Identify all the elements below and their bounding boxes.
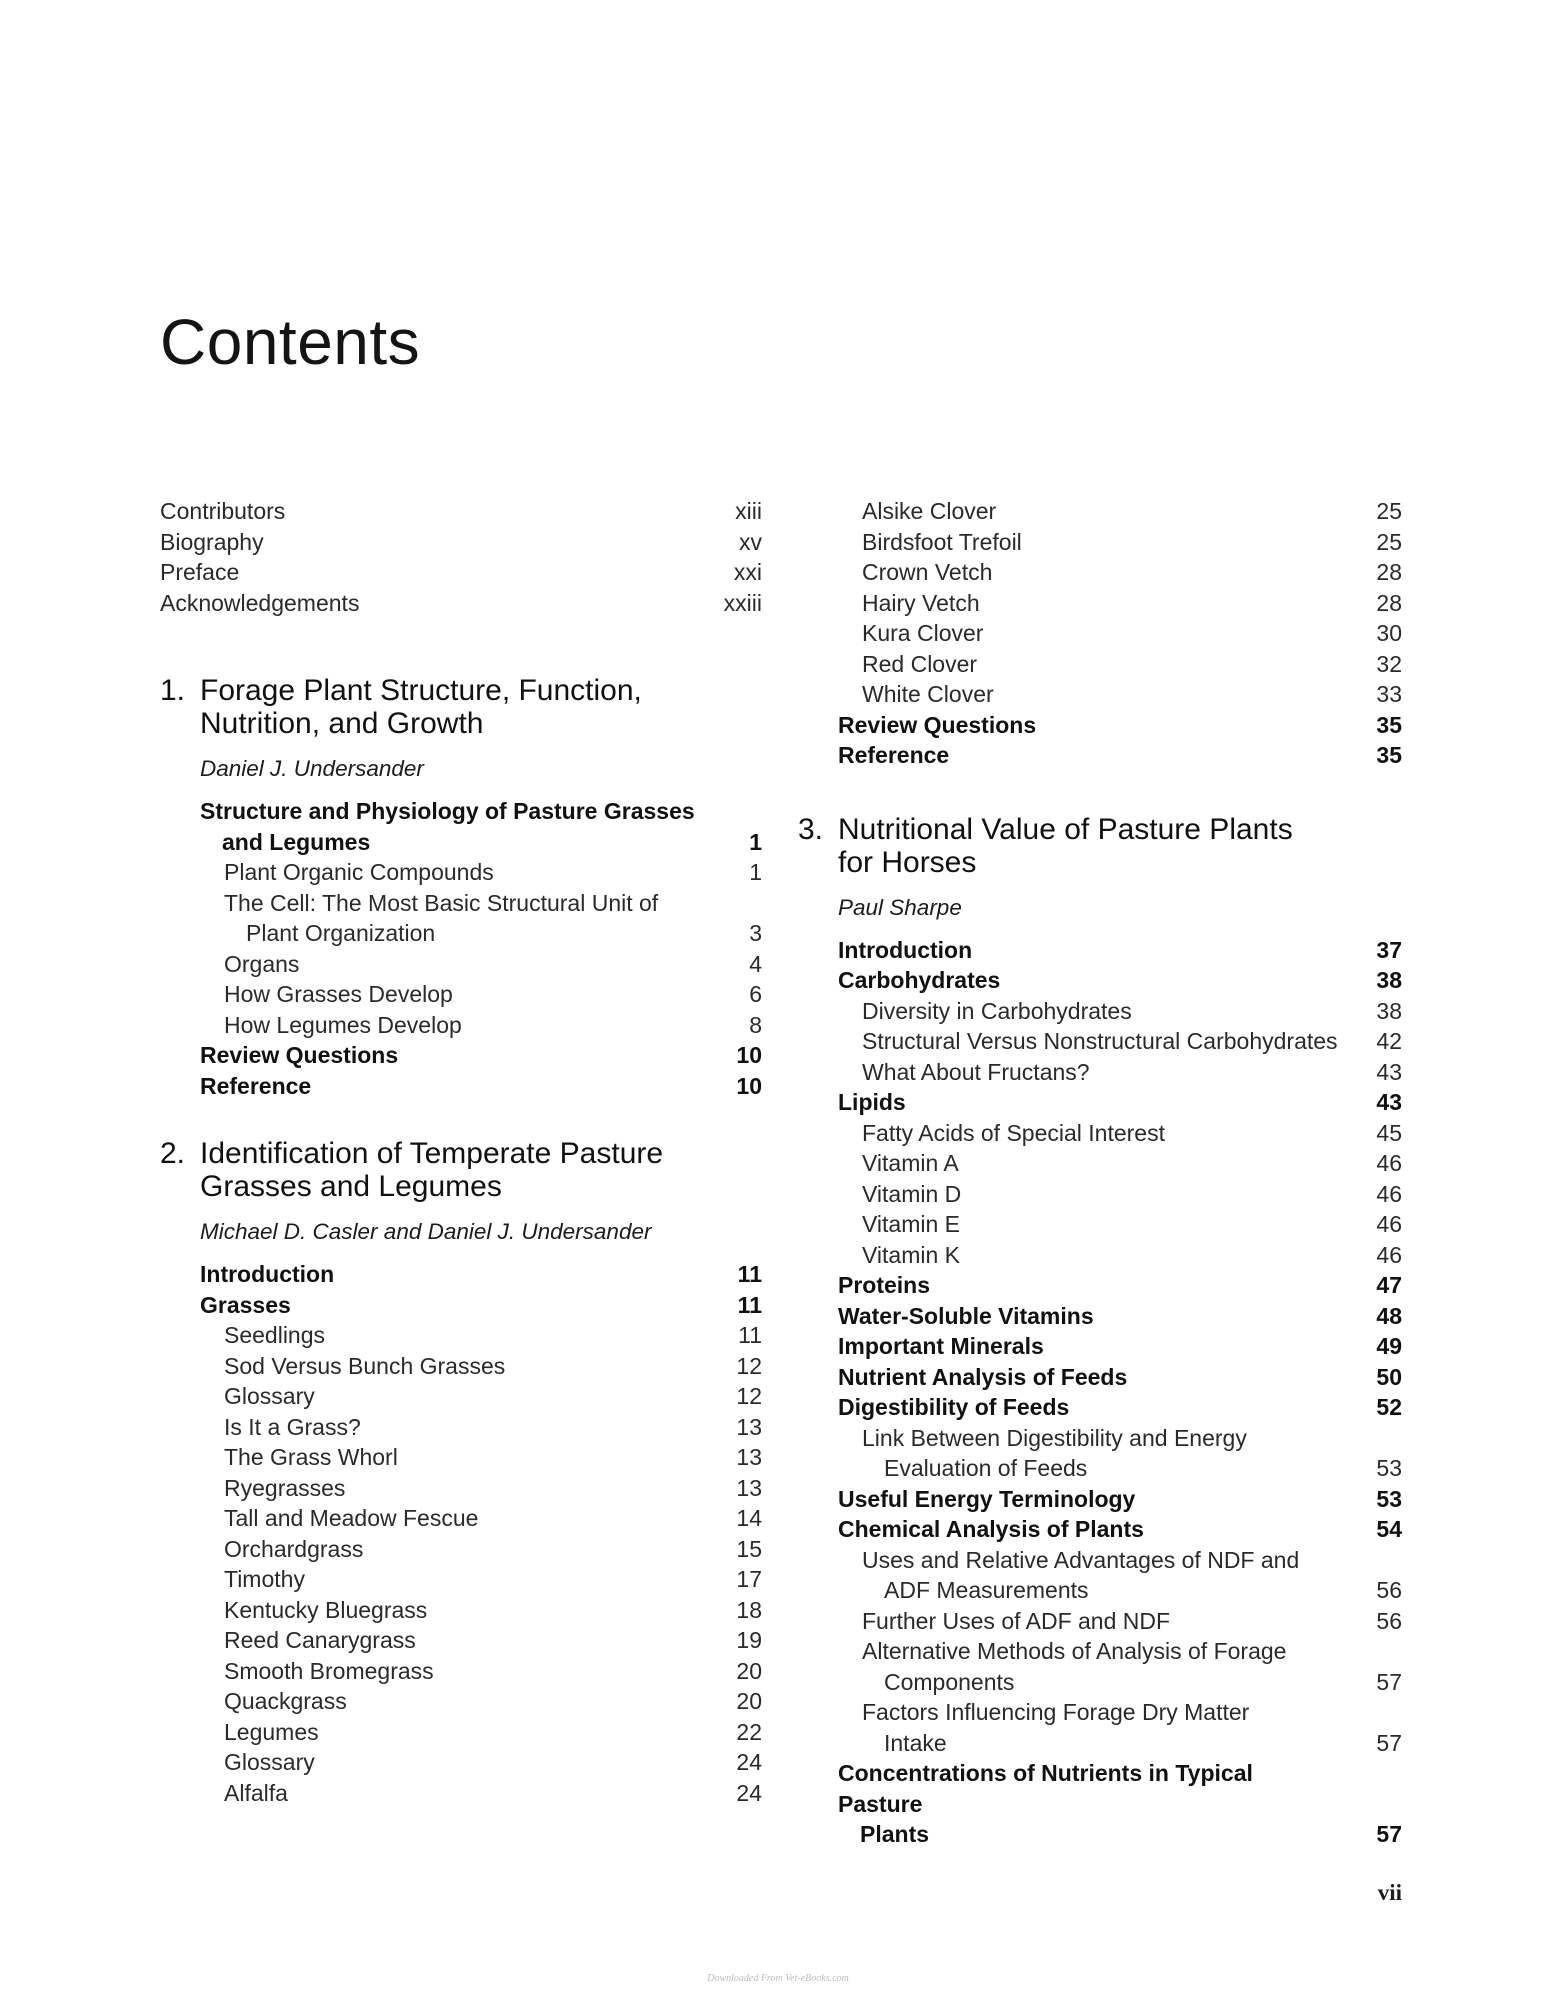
toc-page-number: 24	[736, 1749, 762, 1775]
toc-entry-label: Grasses	[200, 1291, 291, 1318]
toc-page-number: 10	[736, 1042, 762, 1068]
toc-entry-label: Vitamin E	[862, 1211, 961, 1237]
toc-entry-label: Vitamin A	[862, 1150, 959, 1176]
toc-entry[interactable]	[160, 1686, 762, 1717]
toc-entry[interactable]	[160, 1717, 762, 1748]
chapter-title-line: Nutritional Value of Pasture Plants	[838, 812, 1293, 846]
toc-entry-label: Kura Clover	[862, 620, 984, 646]
toc-page-number: 53	[1376, 1455, 1402, 1481]
toc-page-number: 43	[1376, 1089, 1402, 1115]
toc-entry-label: White Clover	[862, 681, 994, 707]
toc-page-number: 25	[1376, 498, 1402, 524]
toc-entry[interactable]	[798, 1179, 1402, 1210]
toc-entry-label: Vitamin D	[862, 1180, 962, 1207]
toc-entry[interactable]	[798, 496, 1402, 527]
toc-entry-label: Introduction	[200, 1261, 335, 1287]
toc-entry-label: How Grasses Develop	[224, 981, 453, 1007]
toc-entry[interactable]	[798, 1331, 1402, 1362]
chapter-title[interactable]	[160, 674, 762, 740]
toc-entry[interactable]	[160, 1290, 762, 1321]
toc-entry-label: Is It a Grass?	[224, 1413, 361, 1440]
toc-page-number: 17	[736, 1566, 762, 1592]
toc-entry-label: Tall and Meadow Fescue	[224, 1505, 479, 1531]
toc-entry[interactable]	[798, 1148, 1402, 1179]
chapter-number: 3.	[798, 812, 824, 846]
toc-entry[interactable]	[798, 588, 1402, 619]
toc-entry-label: Smooth Bromegrass	[224, 1657, 434, 1684]
toc-entry[interactable]	[160, 1534, 762, 1565]
toc-entry-label: Sod Versus Bunch Grasses	[224, 1352, 506, 1379]
toc-entry[interactable]	[160, 857, 762, 888]
toc-entry-label: Review Questions	[838, 711, 1037, 738]
front-matter-entry[interactable]	[160, 527, 762, 558]
toc-page-number: 32	[1376, 650, 1402, 677]
toc-entry-label: Birdsfoot Trefoil	[862, 528, 1022, 555]
page-title: Contents	[160, 306, 421, 378]
chapter-author: Michael D. Casler and Daniel J. Undersander	[200, 1219, 652, 1244]
toc-entry-label: Review Questions	[200, 1042, 399, 1068]
front-matter-entry[interactable]	[160, 557, 762, 588]
chapter-3	[798, 813, 1402, 1850]
toc-entry[interactable]	[798, 1240, 1402, 1271]
toc-entry-label: Introduction	[838, 936, 973, 963]
toc-entry[interactable]	[798, 1270, 1402, 1301]
toc-entry[interactable]	[160, 1442, 762, 1473]
toc-entry[interactable]	[160, 1778, 762, 1809]
toc-entry[interactable]	[160, 1503, 762, 1534]
toc-entry-label: Contributors	[160, 498, 286, 524]
toc-page-number: 11	[738, 1322, 762, 1348]
toc-entry-label: Kentucky Bluegrass	[224, 1596, 428, 1623]
toc-page-number: 35	[1376, 711, 1402, 738]
toc-page-number: 13	[736, 1444, 762, 1470]
toc-entry[interactable]	[798, 1606, 1402, 1637]
toc-entry-label: Further Uses of ADF and NDF	[862, 1607, 1171, 1634]
toc-page-number: 13	[736, 1413, 762, 1440]
toc-page-number: 53	[1376, 1485, 1402, 1512]
toc-entry[interactable]	[798, 1545, 1402, 1606]
toc-entry[interactable]	[798, 965, 1402, 996]
toc-entry-label: Concentrations of Nutrients in Typical Pasture Plants	[838, 1758, 1342, 1850]
toc-page-number: 14	[736, 1505, 762, 1531]
toc-page-number: xv	[739, 528, 762, 555]
chapter-title-line: Identification of Temperate Pasture	[200, 1137, 664, 1170]
toc-entry[interactable]	[798, 710, 1402, 741]
toc-entry-label: The Grass Whorl	[224, 1444, 398, 1470]
toc-entry-label: Structure and Physiology of Pasture Grasses and Legumes	[200, 796, 702, 857]
toc-entry[interactable]	[798, 527, 1402, 558]
toc-entry-label: Link Between Digestibility and Energy Evaluation of Feeds	[862, 1423, 1342, 1484]
toc-entry-label: Orchardgrass	[224, 1535, 364, 1562]
toc-entry-label-continued: Intake	[884, 1729, 947, 1756]
toc-entry[interactable]	[160, 1320, 762, 1351]
toc-entry[interactable]	[798, 996, 1402, 1027]
toc-page-number: 46	[1376, 1211, 1402, 1237]
toc-entry-label: Proteins	[838, 1272, 931, 1298]
toc-entry-label-continued: Components	[884, 1668, 1015, 1695]
toc-page-number: xiii	[735, 498, 762, 524]
toc-entry[interactable]	[160, 1381, 762, 1412]
chapter-number: 1.	[160, 674, 186, 707]
toc-entry-label: Ryegrasses	[224, 1474, 346, 1501]
toc-entry-label: Structural Versus Nonstructural Carbohydrates	[862, 1028, 1338, 1054]
page-number: vii	[1377, 1880, 1402, 1905]
toc-page-number: 13	[736, 1474, 762, 1501]
toc-entry-label: Organs	[224, 950, 300, 977]
toc-page-number: xxiii	[723, 589, 762, 616]
toc-page-number: 10	[736, 1072, 762, 1099]
toc-page-number: 11	[737, 1261, 762, 1287]
toc-entry-label: Glossary	[224, 1749, 315, 1775]
toc-page-number: 45	[1376, 1119, 1402, 1146]
toc-right-column	[798, 496, 1402, 1850]
toc-entry-label-continued: and Legumes	[222, 828, 371, 855]
toc-entry-label-continued: Plant Organization	[246, 920, 436, 946]
chapter-title-line: Grasses and Legumes	[200, 1170, 502, 1203]
toc-entry[interactable]	[798, 1423, 1402, 1484]
toc-entry[interactable]	[798, 1758, 1402, 1850]
toc-entry-label: What About Fructans?	[862, 1058, 1090, 1085]
toc-page-number: 1	[749, 828, 762, 855]
toc-entry-label: Plant Organic Compounds	[224, 859, 494, 885]
chapter-title[interactable]	[160, 1137, 762, 1203]
toc-page-number: 48	[1376, 1302, 1402, 1329]
toc-entry-label: Legumes	[224, 1718, 319, 1745]
toc-entry-label: Acknowledgements	[160, 589, 360, 616]
toc-page-number: 50	[1376, 1363, 1402, 1390]
toc-entry[interactable]	[160, 1412, 762, 1443]
download-watermark: Downloaded From Vet-eBooks.com	[707, 1973, 849, 1984]
toc-page-number: 38	[1376, 997, 1402, 1024]
toc-entry[interactable]	[798, 679, 1402, 710]
toc-page-number: 56	[1376, 1607, 1402, 1634]
toc-page-number: 46	[1376, 1150, 1402, 1176]
toc-entry[interactable]	[798, 649, 1402, 680]
toc-page-number: 57	[1376, 1729, 1402, 1756]
toc-entry-label: Important Minerals	[838, 1333, 1044, 1359]
toc-entry[interactable]	[798, 1362, 1402, 1393]
toc-page-number: 30	[1376, 620, 1402, 646]
toc-entry-label: Preface	[160, 559, 240, 585]
toc-page-number: 18	[736, 1596, 762, 1623]
toc-entry[interactable]	[160, 1625, 762, 1656]
toc-entry-label: Timothy	[224, 1566, 305, 1592]
toc-entry[interactable]	[160, 1473, 762, 1504]
front-matter-entry[interactable]	[160, 588, 762, 619]
toc-page-number: 19	[736, 1627, 762, 1653]
toc-page-number: 38	[1376, 967, 1402, 993]
toc-entry[interactable]	[160, 979, 762, 1010]
toc-entry[interactable]	[798, 618, 1402, 649]
chapter-title[interactable]	[798, 813, 1402, 879]
toc-entry-label: Water-Soluble Vitamins	[838, 1302, 1094, 1329]
toc-entry[interactable]	[160, 1010, 762, 1041]
toc-page-number: 1	[749, 859, 762, 885]
toc-entry-label: Quackgrass	[224, 1688, 347, 1714]
toc-entry-label: Nutrient Analysis of Feeds	[838, 1363, 1128, 1390]
chapter-title-line: Forage Plant Structure, Function,	[200, 674, 642, 707]
toc-entry[interactable]	[798, 1026, 1402, 1057]
toc-entry-label: Lipids	[838, 1089, 906, 1115]
toc-entry[interactable]	[160, 1656, 762, 1687]
toc-entry-label: Carbohydrates	[838, 967, 1001, 993]
toc-entry[interactable]	[798, 1514, 1402, 1545]
toc-page-number: 20	[736, 1657, 762, 1684]
toc-page-number: 43	[1376, 1058, 1402, 1085]
chapter-author: Paul Sharpe	[838, 894, 962, 920]
toc-page-number: 22	[736, 1718, 762, 1745]
toc-entry-label: Hairy Vetch	[862, 589, 980, 616]
chapter-author: Daniel J. Undersander	[200, 756, 424, 781]
toc-entry-label: How Legumes Develop	[224, 1011, 462, 1038]
toc-entry-label: Seedlings	[224, 1322, 326, 1348]
toc-entry-label: Glossary	[224, 1383, 315, 1409]
toc-left-column	[160, 496, 762, 1808]
toc-entry-label: Alsike Clover	[862, 498, 997, 524]
toc-entry-label: Fatty Acids of Special Interest	[862, 1119, 1165, 1146]
toc-page-number: 28	[1376, 589, 1402, 616]
toc-page-number: 15	[736, 1535, 762, 1562]
toc-page-number: 46	[1376, 1180, 1402, 1207]
toc-entry[interactable]	[160, 1071, 762, 1102]
toc-entry-label-continued: Evaluation of Feeds	[884, 1455, 1088, 1481]
toc-page-number: 47	[1376, 1272, 1402, 1298]
toc-page-number: 56	[1376, 1577, 1402, 1603]
toc-entry[interactable]	[160, 1351, 762, 1382]
toc-entry[interactable]	[160, 1595, 762, 1626]
toc-entry-label: Reference	[200, 1072, 312, 1099]
toc-entry[interactable]	[798, 1057, 1402, 1088]
toc-page-number: 49	[1376, 1333, 1402, 1359]
toc-entry-label: Digestibility of Feeds	[838, 1394, 1070, 1420]
toc-page-number: 54	[1376, 1516, 1402, 1542]
toc-page-number: 20	[736, 1688, 762, 1714]
toc-entry[interactable]	[798, 1484, 1402, 1515]
chapter-2	[160, 1137, 762, 1808]
chapter-number: 2.	[160, 1137, 186, 1170]
toc-page-number: 6	[749, 981, 762, 1007]
toc-page-number: 35	[1376, 742, 1402, 768]
toc-page-number: 25	[1376, 528, 1402, 555]
chapter-1	[160, 674, 762, 1101]
chapter-2-continued	[798, 496, 1402, 771]
toc-entry-label: Useful Energy Terminology	[838, 1485, 1136, 1512]
toc-page-number: 12	[736, 1383, 762, 1409]
toc-entry-label-continued: Plants	[860, 1821, 930, 1847]
toc-entry-label: Biography	[160, 528, 264, 555]
chapter-title-line: for Horses	[838, 845, 977, 879]
toc-page-number: 42	[1376, 1028, 1402, 1054]
front-matter-list	[160, 496, 762, 618]
toc-entry[interactable]	[160, 949, 762, 980]
toc-page-number: 33	[1376, 681, 1402, 707]
toc-entry-label: Uses and Relative Advantages of NDF and ADF Measurements	[862, 1545, 1342, 1606]
toc-entry[interactable]	[798, 1636, 1402, 1697]
toc-page-number: xxi	[733, 559, 762, 585]
toc-page-number: 57	[1376, 1668, 1402, 1695]
toc-page-number: 11	[737, 1291, 762, 1318]
toc-page-number: 4	[749, 950, 762, 977]
toc-entry[interactable]	[798, 1087, 1402, 1118]
toc-entry-label: Vitamin K	[862, 1241, 961, 1268]
toc-entry-label: Diversity in Carbohydrates	[862, 997, 1132, 1024]
toc-page-number: 28	[1376, 559, 1402, 585]
toc-entry-label: Factors Influencing Forage Dry Matter Intake	[862, 1697, 1342, 1758]
toc-entry[interactable]	[160, 1040, 762, 1071]
toc-entry-label: Reed Canarygrass	[224, 1627, 416, 1653]
toc-entry[interactable]	[798, 1209, 1402, 1240]
toc-entry-label: Chemical Analysis of Plants	[838, 1516, 1144, 1542]
toc-entry[interactable]	[798, 557, 1402, 588]
toc-entry-label: Reference	[838, 742, 950, 768]
toc-entry[interactable]	[160, 888, 762, 949]
toc-page-number: 46	[1376, 1241, 1402, 1268]
toc-entry[interactable]	[798, 1301, 1402, 1332]
toc-entry-label: Alfalfa	[224, 1779, 288, 1806]
toc-entry[interactable]	[160, 1259, 762, 1290]
toc-page-number: 8	[749, 1011, 762, 1038]
toc-entry[interactable]	[160, 1747, 762, 1778]
toc-page-number: 24	[736, 1779, 762, 1806]
toc-entry[interactable]	[798, 1392, 1402, 1423]
toc-entry[interactable]	[160, 1564, 762, 1595]
toc-page-number: 3	[749, 920, 762, 946]
toc-entry-label: The Cell: The Most Basic Structural Unit of Plant Organization	[224, 888, 702, 949]
toc-entry[interactable]	[798, 935, 1402, 966]
toc-entry[interactable]	[798, 740, 1402, 771]
toc-entry[interactable]	[160, 796, 762, 857]
front-matter-entry[interactable]	[160, 496, 762, 527]
toc-entry-label-continued: ADF Measurements	[884, 1577, 1089, 1603]
chapter-title-line: Nutrition, and Growth	[200, 707, 484, 740]
toc-page-number: 57	[1376, 1821, 1402, 1847]
toc-entry-label: Alternative Methods of Analysis of Forage Components	[862, 1636, 1342, 1697]
toc-page-number: 37	[1376, 936, 1402, 963]
toc-page-number: 52	[1376, 1394, 1402, 1420]
toc-entry[interactable]	[798, 1697, 1402, 1758]
toc-entry-label: Red Clover	[862, 650, 978, 677]
toc-entry[interactable]	[798, 1118, 1402, 1149]
toc-page-number: 12	[736, 1352, 762, 1379]
toc-entry-label: Crown Vetch	[862, 559, 993, 585]
